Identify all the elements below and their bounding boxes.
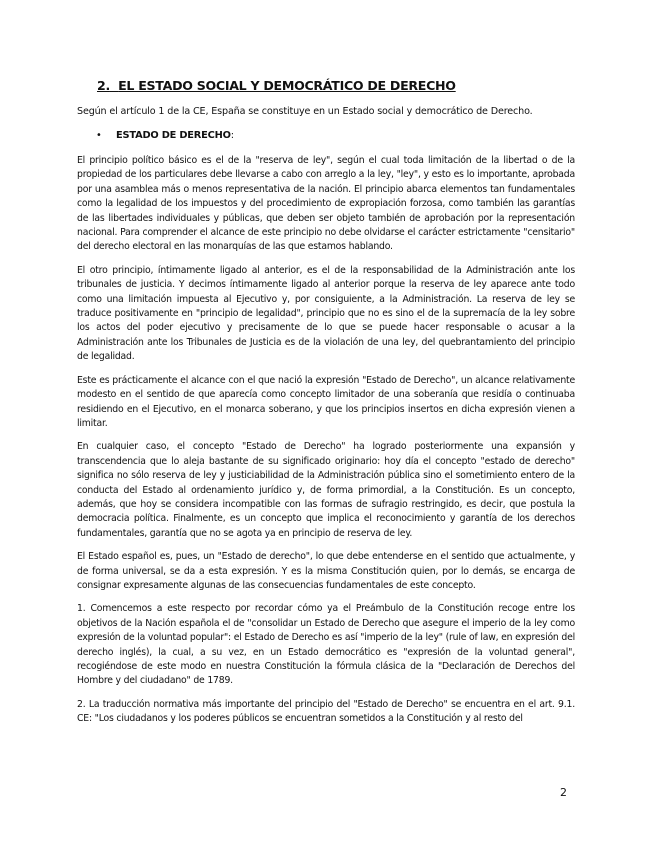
paragraph: El Estado español es, pues, un "Estado de derecho", lo que debe entenderse en el sentido que actualmente, y de forma universal, se da a esta expresión. Y es la misma Constitución quien, por lo demás, se encarga de consignar expresamente algunas de las consecuencias fundamentales de este concepto. — [77, 551, 575, 591]
section-heading — [97, 78, 456, 93]
paragraph: Este es prácticamente el alcance con el que nació la expresión "Estado de Derecho", un alcance relativamente modesto en el sentido de que aparecía como concepto limitador de una soberanía que residía o continuaba residiendo en el Ejecutivo, en el monarca soberano, y que los principios insertos en dicha expresión vienen a limitar. — [77, 374, 575, 429]
paragraph: El principio político básico es el de la "reserva de ley", según el cual toda limitación de la libertad o de la propiedad de los particulares debe llevarse a cabo con arreglo a la ley, "ley", y esto es lo importante, aprobada por una asamblea más o menos representativa de la nación. El principio abarca elementos tan fundamentales como la legalidad de los impuestos y del procedimiento de expropiación forzosa, como también las garantías de las libertades individuales y públicas, que deben ser objeto también de aprobación por la representación nacional. Para comprender el alcance de este principio no debe olvidarse el carácter estrictamente "censitario" del derecho electoral en las monarquías de las que estamos hablando. — [77, 155, 575, 253]
bullet-suffix: : — [230, 130, 235, 141]
bullet-heading — [96, 130, 234, 141]
paragraph: 1. Comencemos a este respecto por recordar cómo ya el Preámbulo de la Constitución recoge entre los objetivos de la Nación española el de "consolidar un Estado de Derecho que asegure el imperio de la ley como expresión de la voluntad popular": el Estado de Derecho es así "imperio de la ley" (rule of law, en expresión del derecho inglés), la cual, a su vez, en un Estado democrático es "expresión de la voluntad general", recogiéndose de este modo en nuestra Constitución la fórmula clásica de la "Declaración de Derechos del Hombre y del ciudadano" de 1789. — [77, 603, 575, 687]
bullet-label: ESTADO DE DERECHO — [116, 130, 231, 141]
section-title: EL ESTADO SOCIAL Y DEMOCRÁTICO DE DERECHO — [118, 78, 456, 93]
page-number: 2 — [560, 786, 567, 799]
body-text — [77, 154, 575, 736]
intro-paragraph: Según el artículo 1 de la CE, España se constituye en un Estado social y democrático de Derecho. — [77, 106, 533, 117]
paragraph: El otro principio, íntimamente ligado al anterior, es el de la responsabilidad de la Administración ante los tribunales de justicia. Y decimos íntimamente ligado al anterior porque la reserva de ley aparece ante todo como una limitación impuesta al Ejecutivo y, por consiguiente, a la Administración. La reserva de ley se traduce positivamente en "principio de legalidad", principio que no es sino el de la supremacía de la ley sobre los actos del poder ejecutivo y precisamente de lo que se puede hacer responsable o acusar a la Administración ante los Tribunales de Justicia es de la violación de una ley, del quebrantamiento del principio de legalidad. — [77, 264, 575, 363]
paragraph: 2. La traducción normativa más importante del principio del "Estado de Derecho" se encuentra en el art. 9.1. CE: "Los ciudadanos y los poderes públicos se encuentran sometidos a la Constitución y al resto del — [77, 698, 575, 725]
bullet-symbol: • — [96, 130, 102, 141]
section-number: 2. — [97, 78, 110, 93]
paragraph: En cualquier caso, el concepto "Estado de Derecho" ha logrado posteriormente una expansión y transcendencia que lo aleja bastante de su significado originario: hoy día el concepto "estado de derecho" significa no sólo reserva de ley y justiciabilidad de la Administración pública sino el sometimiento entero de la conducta del Estado al ordenamiento jurídico y, de forma primordial, a la Constitución. Es un concepto, además, que hoy se considera incompatible con las formas de sufragio restringido, es decir, que postula la democracia política. Finalmente, es un concepto que implica el reconocimiento y garantía de los derechos fundamentales, garantía que no se agota ya en principio de reserva de ley. — [77, 441, 575, 539]
